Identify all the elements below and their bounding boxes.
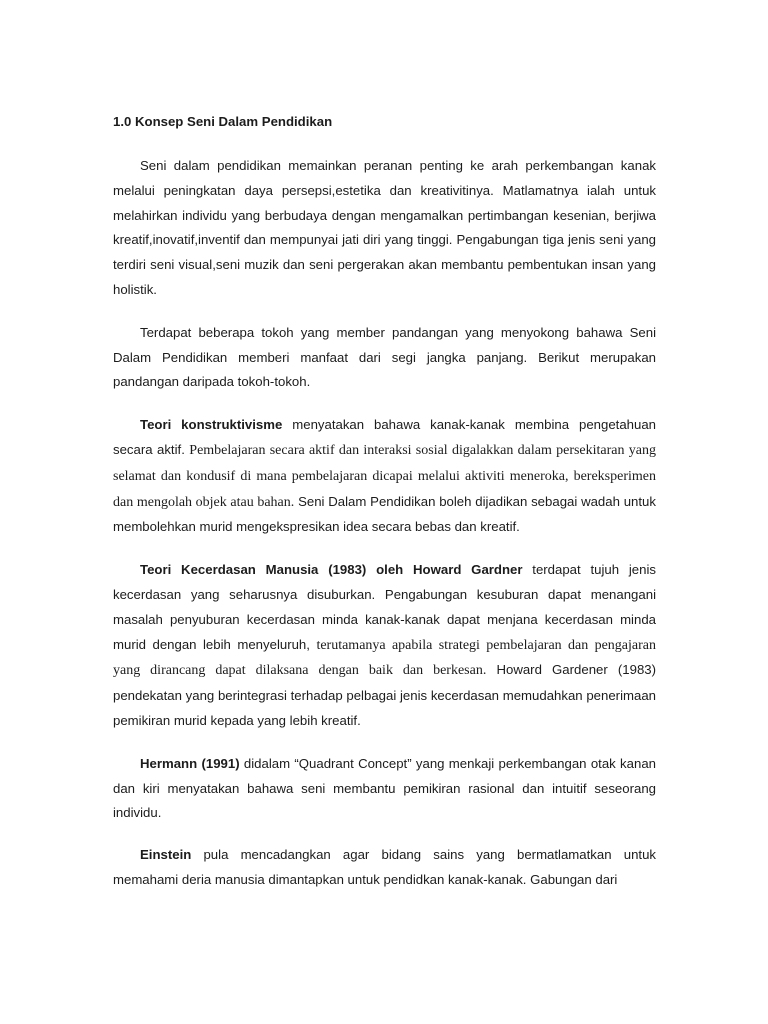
paragraph-text: terdapat tujuh jenis kecerdasan yang seharusnya disuburkan. Pengabungan kesuburan dapat menangani masalah penyuburan kecerdasan minda kanak-kanak dapat menjana kecerdasan minda murid dengan lebih menyeluruh, [113, 562, 656, 652]
term-gardner: Teori Kecerdasan Manusia (1983) oleh Howard Gardner [140, 562, 523, 578]
paragraph-text: Seni dalam pendidikan memainkan peranan penting ke arah perkembangan kanak melalui peningkatan daya persepsi,estetika dan kreativitinya. Matlamatnya ialah untuk melahirkan individu yang berbudaya dengan mengamalkan pertimbangan kesenian, berjiwa kreatif,inovatif,inventif dan mempunyai jati diri yang tinggi. Pengabungan tiga jenis seni yang terdiri seni visual,seni muzik dan seni pergerakan akan membantu pembentukan insan yang holistik. [113, 158, 656, 297]
paragraph-text: Terdapat beberapa tokoh yang member pandangan yang menyokong bahawa Seni Dalam Pendidikan memberi manfaat dari segi jangka panjang. Berikut merupakan pandangan daripada tokoh-tokoh. [113, 324, 656, 390]
paragraph-konstruktivisme [113, 413, 656, 540]
term-konstruktivisme: Teori konstruktivisme [140, 417, 283, 433]
paragraph-text: didalam “Quadrant Concept” yang menkaji perkembangan otak kanan dan kiri menyatakan bahawa seni membantu pemikiran rasional dan intuitif seseorang individu. [113, 755, 656, 821]
paragraph-text: pula mencadangkan agar bidang sains yang bermatlamatkan untuk memahami deria manusia dimantapkan untuk pendidkan kanak-kanak. Gabungan dari [113, 847, 656, 887]
section-heading: 1.0 Konsep Seni Dalam Pendidikan [113, 114, 333, 129]
term-hermann: Hermann (1991) [140, 755, 240, 771]
paragraph-text-serif: terutamanya apabila strategi pembelajaran dan pengajaran yang dirancang dapat dilaksana dengan baik dan berkesan. [113, 637, 656, 679]
paragraph-tokoh [113, 321, 656, 395]
term-einstein: Einstein [140, 847, 192, 863]
paragraph-text-serif: Pembelajaran secara aktif dan interaksi sosial digalakkan dalam persekitaran yang selamat dan kondusif di mana pembelajaran dicapai melalui aktiviti meneroka, bereksperimen dan mengolah objek atau bahan. [113, 442, 656, 510]
paragraph-text: menyatakan bahawa kanak-kanak membina pengetahuan secara aktif. [113, 417, 656, 457]
paragraph-hermann [113, 752, 656, 826]
paragraph-text: Howard Gardener (1983) pendekatan yang berintegrasi terhadap pelbagai jenis kecerdasan memudahkan penerimaan pemikiran murid kepada yang lebih kreatif. [113, 662, 657, 728]
paragraph-intro [113, 154, 656, 303]
paragraph-gardner [113, 558, 656, 734]
paragraph-einstein [113, 843, 656, 893]
paragraph-text: Seni Dalam Pendidikan boleh dijadikan sebagai wadah untuk membolehkan murid mengekspresikan idea secara bebas dan kreatif. [113, 493, 656, 535]
